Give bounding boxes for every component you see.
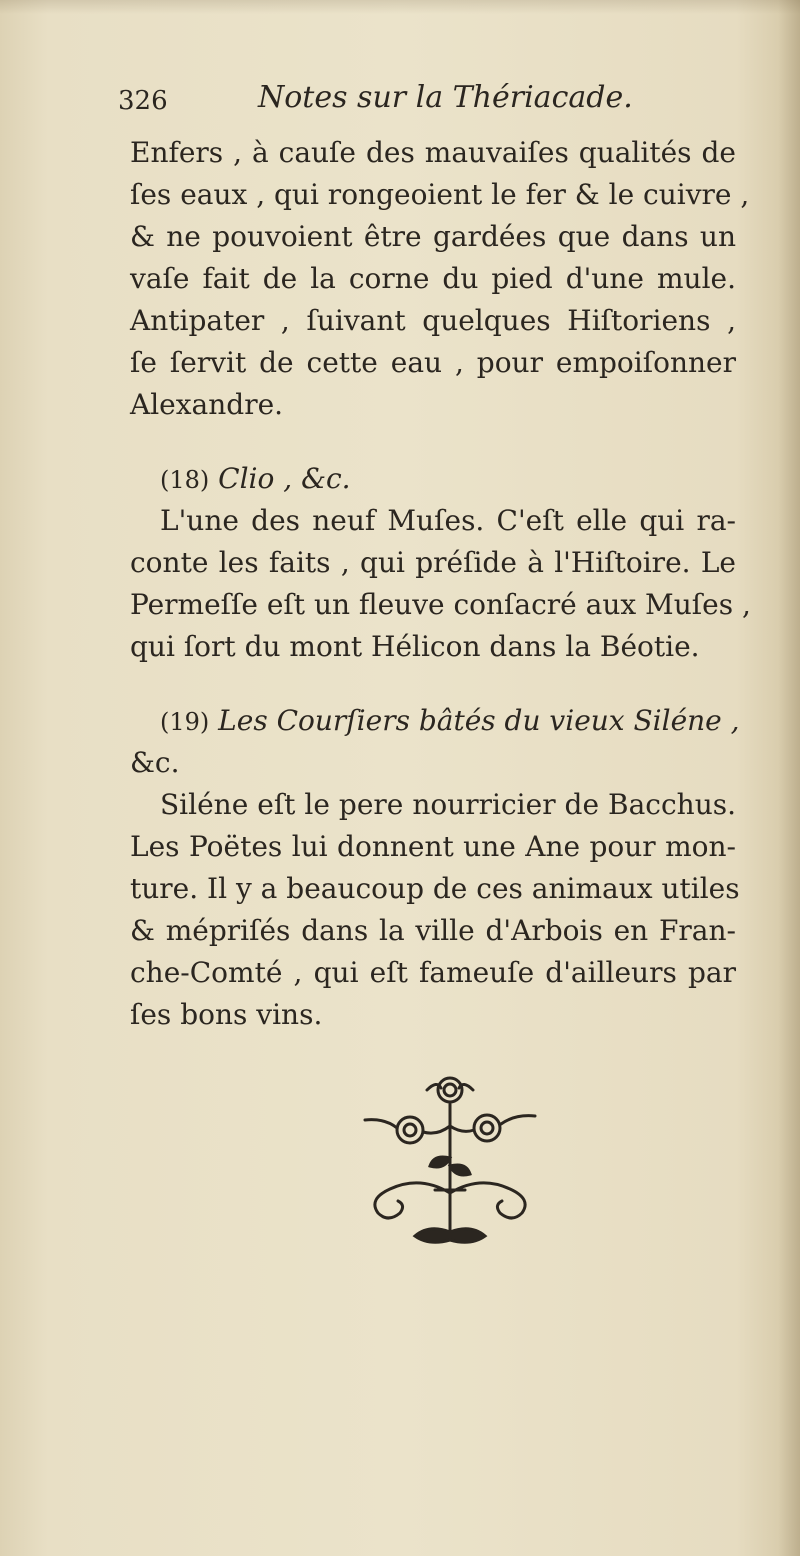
text-line: ſes eaux , qui rongeoient le fer & le cuivre , bbox=[130, 178, 750, 211]
text-line: Alexandre. bbox=[130, 388, 284, 421]
text-line: Les Poëtes lui donnent une Ane pour mon- bbox=[130, 830, 736, 863]
text-line: ſe ſervit de cette eau , pour empoiſonner bbox=[130, 346, 736, 379]
running-title: Notes sur la Thériacade. bbox=[258, 80, 633, 115]
text-line: Siléne eſt le pere nourricier de Bacchus. bbox=[160, 788, 736, 821]
continued-note-text bbox=[130, 132, 750, 426]
note-title: Clio , &c. bbox=[218, 462, 351, 495]
note-19-heading bbox=[130, 700, 740, 742]
text-line: vaſe fait de la corne du pied d'une mule. bbox=[130, 262, 736, 295]
floral-tailpiece-icon bbox=[355, 1068, 545, 1268]
text-line: qui ſort du mont Hélicon dans la Béotie. bbox=[130, 630, 700, 663]
note-19 bbox=[130, 700, 740, 1036]
page-edge-shadow-top bbox=[0, 0, 800, 14]
note-18-heading bbox=[130, 458, 736, 500]
note-18 bbox=[130, 458, 751, 668]
note-number: (19) bbox=[160, 708, 210, 736]
text-line: conte les faits , qui préſide à l'Hiſtoire. Le bbox=[130, 546, 736, 579]
note-title: Les Courſiers bâtés du vieux Siléne , bbox=[218, 704, 740, 737]
page-edge-shadow-right bbox=[778, 0, 800, 1556]
text-line: ture. Il y a beaucoup de ces animaux utiles bbox=[130, 872, 740, 905]
note-number: (18) bbox=[160, 466, 210, 494]
running-header bbox=[118, 80, 738, 124]
text-line: Enfers , à cauſe des mauvaiſes qualités de bbox=[130, 136, 736, 169]
text-line: che-Comté , qui eſt fameuſe d'ailleurs par bbox=[130, 956, 736, 989]
text-line: Antipater , ſuivant quelques Hiſtoriens , bbox=[130, 304, 736, 337]
text-line: Permeſſe eſt un fleuve conſacré aux Muſes , bbox=[130, 588, 751, 621]
text-line: & mépriſés dans la ville d'Arbois en Fran- bbox=[130, 914, 736, 947]
text-line: L'une des neuf Muſes. C'eſt elle qui ra- bbox=[160, 504, 736, 537]
text-line: & ne pouvoient être gardées que dans un bbox=[130, 220, 736, 253]
page-number: 326 bbox=[118, 86, 168, 116]
note-title-continuation: &c. bbox=[130, 746, 180, 779]
text-line: ſes bons vins. bbox=[130, 998, 323, 1031]
